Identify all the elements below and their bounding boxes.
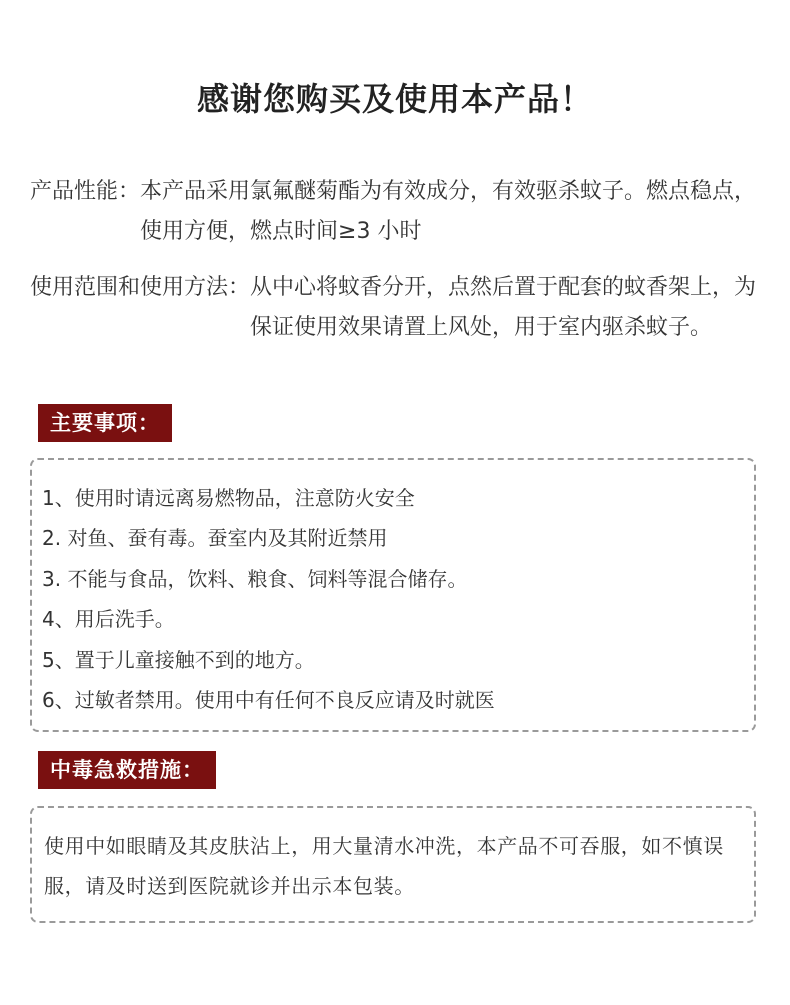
first-aid-heading: 中毒急救措施：: [38, 751, 216, 789]
precautions-heading: 主要事项：: [38, 404, 172, 442]
page-title: 感谢您购买及使用本产品！: [196, 80, 593, 118]
spec-value: 从中心将蚊香分开，点然后置于配套的蚊香架上，为保证使用效果请置上风处，用于室内驱杀蚊子。: [250, 275, 757, 340]
first-aid-text: 使用中如眼睛及其皮肤沾上，用大量清水冲洗，本产品不可吞服，如不慎误服，请及时送到医院就诊并出示本包装。: [44, 834, 724, 898]
list-item: 5、置于儿童接触不到的地方。: [42, 647, 315, 672]
spec-label: 产品性能：: [30, 179, 141, 204]
spec-label: 使用范围和使用方法：: [30, 275, 251, 300]
first-aid-box: [30, 806, 756, 923]
spec-usage: [30, 268, 766, 348]
list-item: 6、过敏者禁用。使用中有任何不良反应请及时就医: [42, 688, 495, 713]
list-item: 2. 对鱼、蚕有毒。蚕室内及其附近禁用: [42, 526, 388, 551]
spec-performance: [30, 172, 766, 252]
list-item: 1、使用时请远离易燃物品，注意防火安全: [42, 486, 415, 510]
list-item: 3. 不能与食品，饮料、粮食、饲料等混合储存。: [42, 566, 468, 591]
list-item: 4、用后洗手。: [42, 607, 175, 632]
spec-value: 本产品采用氯氟醚菊酯为有效成分，有效驱杀蚊子。燃点稳点，使用方便，燃点时间≥3 小时: [140, 179, 757, 244]
precautions-box: [30, 458, 756, 732]
